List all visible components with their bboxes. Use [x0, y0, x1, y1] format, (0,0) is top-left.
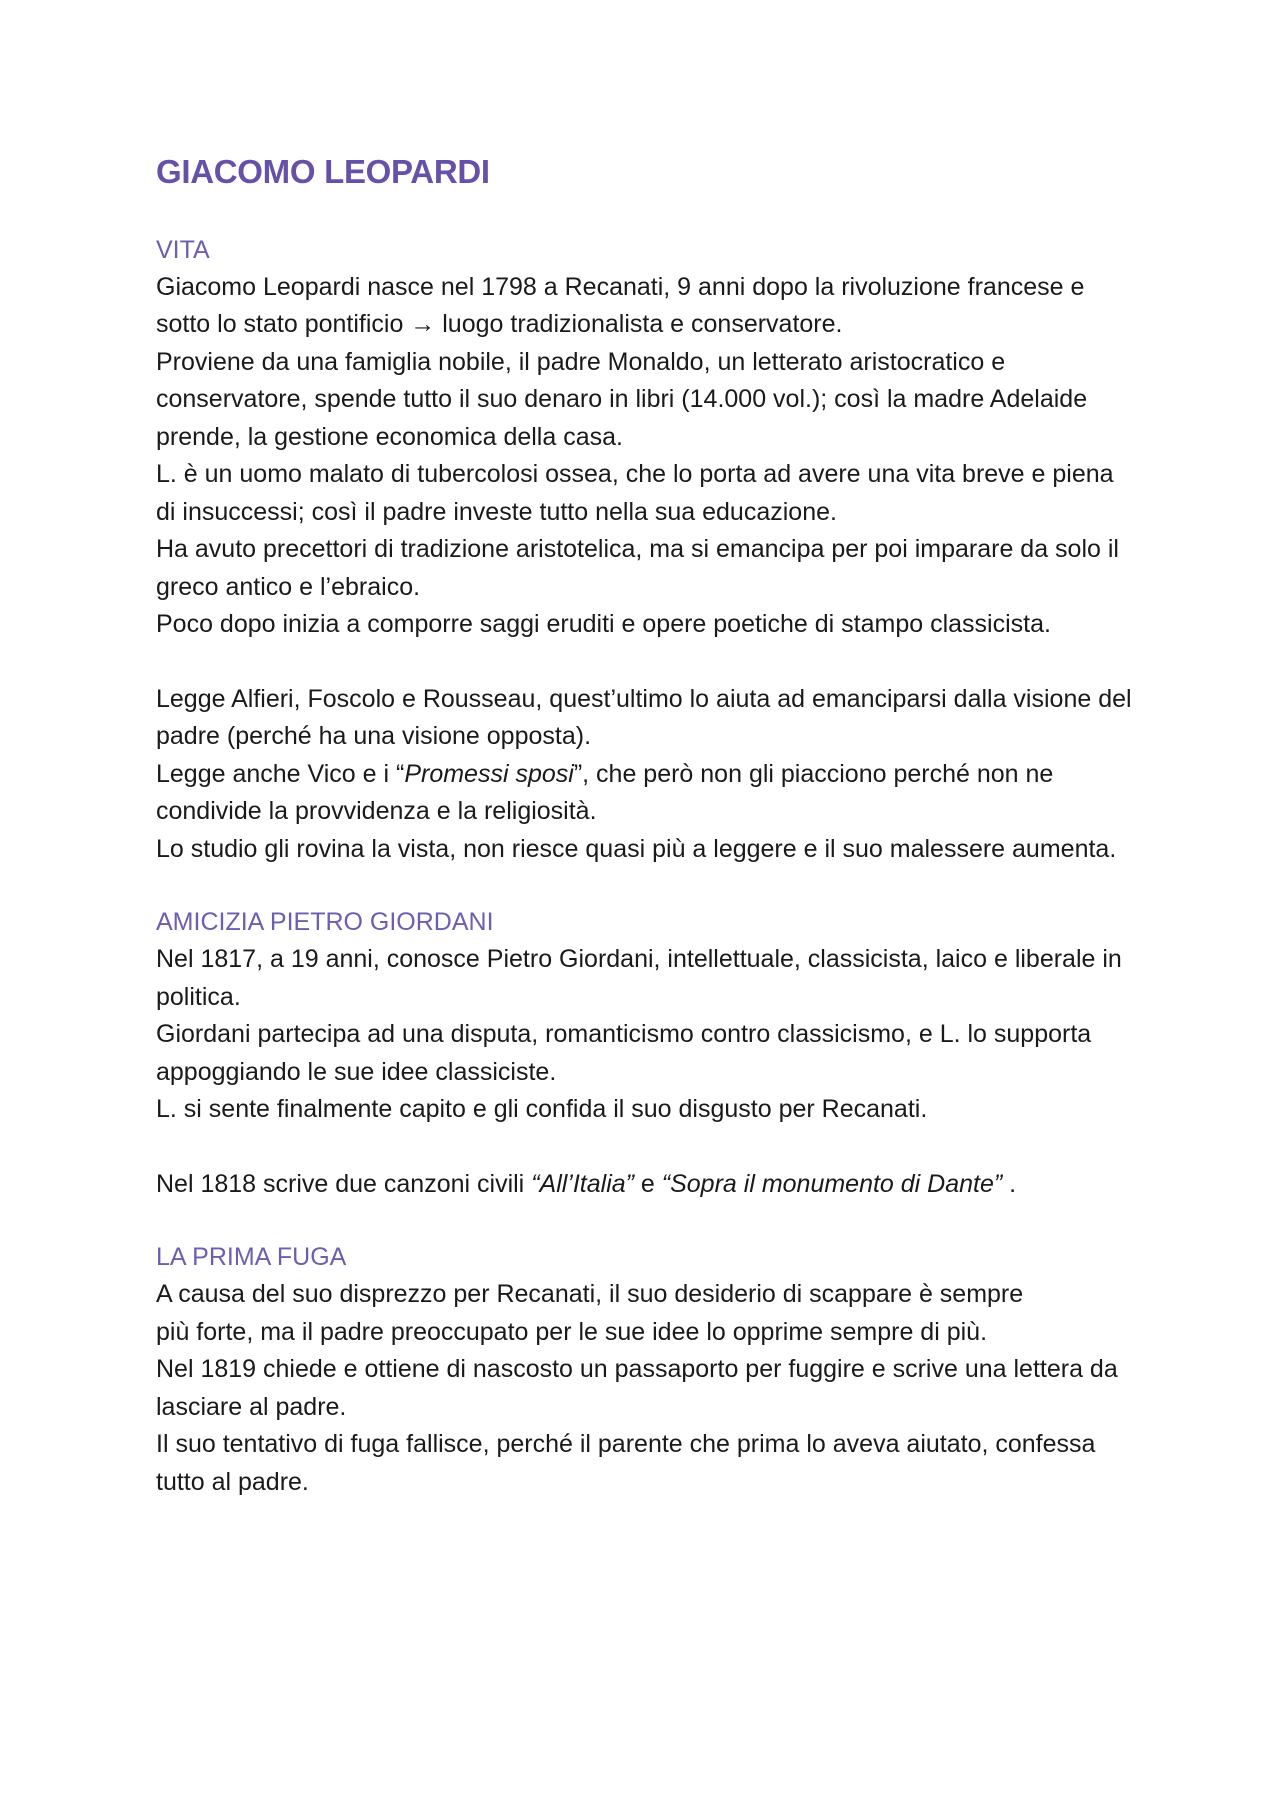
section-heading-vita: VITA	[156, 235, 210, 264]
text-run: e	[633, 1169, 662, 1198]
section-heading-prima-fuga: LA PRIMA FUGA	[156, 1243, 347, 1272]
text-run: ”, che però non gli piacciono perché non ne condivide la provvidenza e la religiosità.	[156, 759, 1054, 826]
text-run: Legge anche Vico e i “	[156, 759, 405, 788]
section-vita	[156, 232, 1136, 869]
document-title: GIACOMO LEOPARDI	[156, 153, 490, 190]
paragraph: Giordani partecipa ad una disputa, romanticismo contro classicismo, e L. lo supporta appoggiando le sue idee classiciste.	[156, 1020, 1092, 1086]
section-heading-giordani: AMICIZIA PIETRO GIORDANI	[156, 908, 494, 937]
vita-block-2	[156, 681, 1136, 869]
fuga-block-1	[156, 1276, 1136, 1501]
paragraph: più forte, ma il padre preoccupato per le sue idee lo opprime sempre di più.	[156, 1317, 988, 1346]
paragraph: L. è un uomo malato di tubercolosi ossea, che lo porta ad avere una vita breve e piena di insuccessi; così il padre investe tutto nella sua educazione.	[156, 460, 1114, 526]
paragraph: Nel 1819 chiede e ottiene di nascosto un passaporto per fuggire e scrive una lettera da lasciare al padre.	[156, 1355, 1118, 1421]
section-giordani	[156, 904, 1136, 1203]
paragraph	[156, 756, 1136, 831]
paragraph: Ha avuto precettori di tradizione aristotelica, ma si emancipa per poi imparare da solo il greco antico e l’ebraico.	[156, 535, 1119, 601]
paragraph: A causa del suo disprezzo per Recanati, il suo desiderio di scappare è sempre	[156, 1280, 1024, 1309]
giordani-block-1	[156, 941, 1136, 1129]
paragraph: Poco dopo inizia a comporre saggi eruditi e opere poetiche di stampo classicista.	[156, 610, 1051, 639]
giordani-block-2	[156, 1166, 1136, 1204]
paragraph: L. si sente finalmente capito e gli confida il suo disgusto per Recanati.	[156, 1095, 928, 1124]
text-run: .	[1002, 1169, 1017, 1198]
vita-block-1	[156, 269, 1136, 644]
paragraph: Proviene da una famiglia nobile, il padre Monaldo, un letterato aristocratico e conservatore, spende tutto il suo denaro in libri (14.000 vol.); così la madre Adelaide prende, la gestione economica della casa.	[156, 347, 1088, 451]
book-title-italic: Promessi sposi	[404, 759, 574, 788]
paragraph	[156, 1166, 1136, 1204]
text-run: Nel 1818 scrive due canzoni civili	[156, 1169, 532, 1198]
paragraph: Legge Alfieri, Foscolo e Rousseau, quest’ultimo lo aiuta ad emanciparsi dalla visione del padre (perché ha una visione opposta).	[156, 684, 1132, 751]
paragraph: Nel 1817, a 19 anni, conosce Pietro Giordani, intellettuale, classicista, laico e liberale in politica.	[156, 945, 1122, 1011]
poem-title-italic: “All’Italia”	[531, 1169, 634, 1198]
paragraph: Giacomo Leopardi nasce nel 1798 a Recanati, 9 anni dopo la rivoluzione francese e sotto lo stato pontificio → luogo tradizionalista e conservatore.	[156, 272, 1085, 339]
section-prima-fuga	[156, 1239, 1136, 1501]
paragraph: Lo studio gli rovina la vista, non riesce quasi più a leggere e il suo malessere aumenta.	[156, 834, 1117, 863]
paragraph: Il suo tentativo di fuga fallisce, perché il parente che prima lo aveva aiutato, confessa tutto al padre.	[156, 1430, 1096, 1496]
poem-title-italic: “Sopra il monumento di Dante”	[661, 1169, 1003, 1198]
document-page	[156, 152, 1136, 1501]
